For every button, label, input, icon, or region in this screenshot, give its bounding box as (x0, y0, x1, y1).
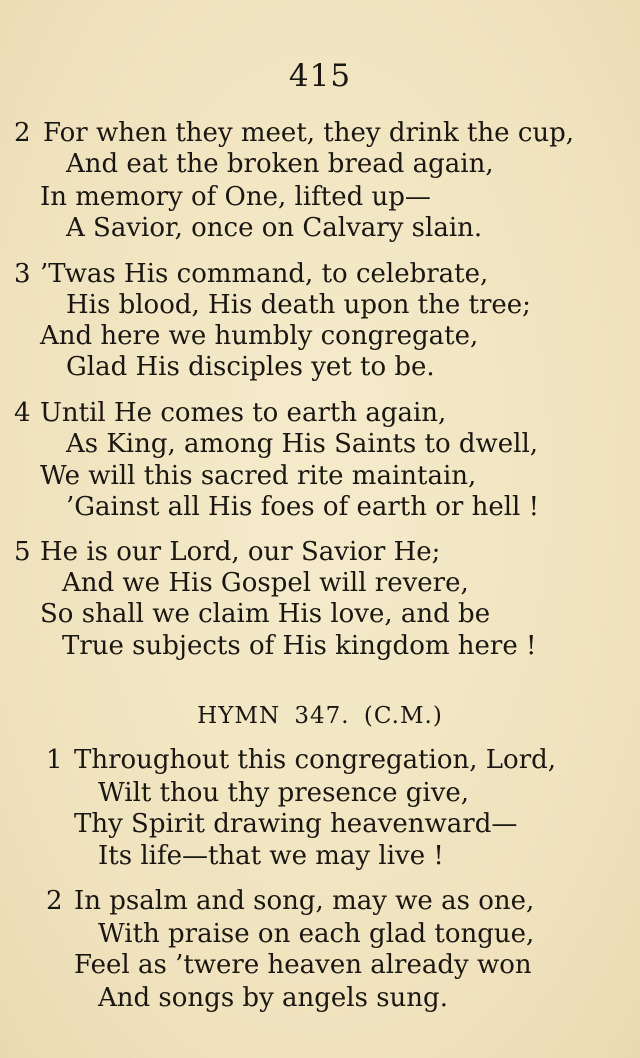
verse-line: Throughout this congregation, Lord, (74, 745, 557, 775)
verse-line: With praise on each glad tongue, (98, 919, 535, 949)
verse-line: We will this sacred rite maintain, (40, 461, 477, 491)
verse-line: ’Twas His command, to celebrate, (40, 259, 489, 289)
verse-line: And eat the broken bread again, (66, 149, 494, 179)
verse-line: Thy Spirit drawing heavenward— (74, 809, 518, 839)
verse-line: As King, among His Saints to dwell, (66, 429, 539, 459)
verse-line: Glad His disciples yet to be. (66, 352, 435, 382)
verse-number: 4 (14, 398, 31, 428)
verse-line: Wilt thou thy presence give, (98, 778, 470, 808)
verse-line: And we His Gospel will revere, (62, 568, 469, 598)
verse-line: So shall we claim His love, and be (40, 599, 491, 629)
verse-line: And here we humbly congregate, (40, 321, 479, 351)
verse-line: His blood, His death upon the tree; (66, 290, 531, 320)
hymn-heading: HYMN 347. (C.M.) (197, 703, 443, 729)
verse-number: 2 (46, 886, 63, 916)
verse-number: 1 (46, 745, 63, 775)
verse-line: Feel as ’twere heaven already won (74, 950, 532, 980)
verse-line: Until He comes to earth again, (40, 398, 447, 428)
verse-number: 3 (14, 259, 31, 289)
verse-number: 2 (14, 118, 31, 148)
verse-line: In psalm and song, may we as one, (74, 886, 535, 916)
page-number: 415 (288, 58, 352, 94)
verse-line: And songs by angels sung. (98, 983, 448, 1013)
verse-line: For when they meet, they drink the cup, (43, 118, 575, 148)
verse-number: 5 (14, 537, 31, 567)
verse-line: True subjects of His kingdom here ! (62, 631, 537, 661)
verse-line: ’Gainst all His foes of earth or hell ! (66, 492, 540, 522)
verse-line: In memory of One, lifted up— (40, 182, 431, 212)
verse-line: A Savior, once on Calvary slain. (66, 213, 483, 243)
verse-line: Its life—that we may live ! (98, 841, 444, 871)
verse-line: He is our Lord, our Savior He; (40, 537, 441, 567)
